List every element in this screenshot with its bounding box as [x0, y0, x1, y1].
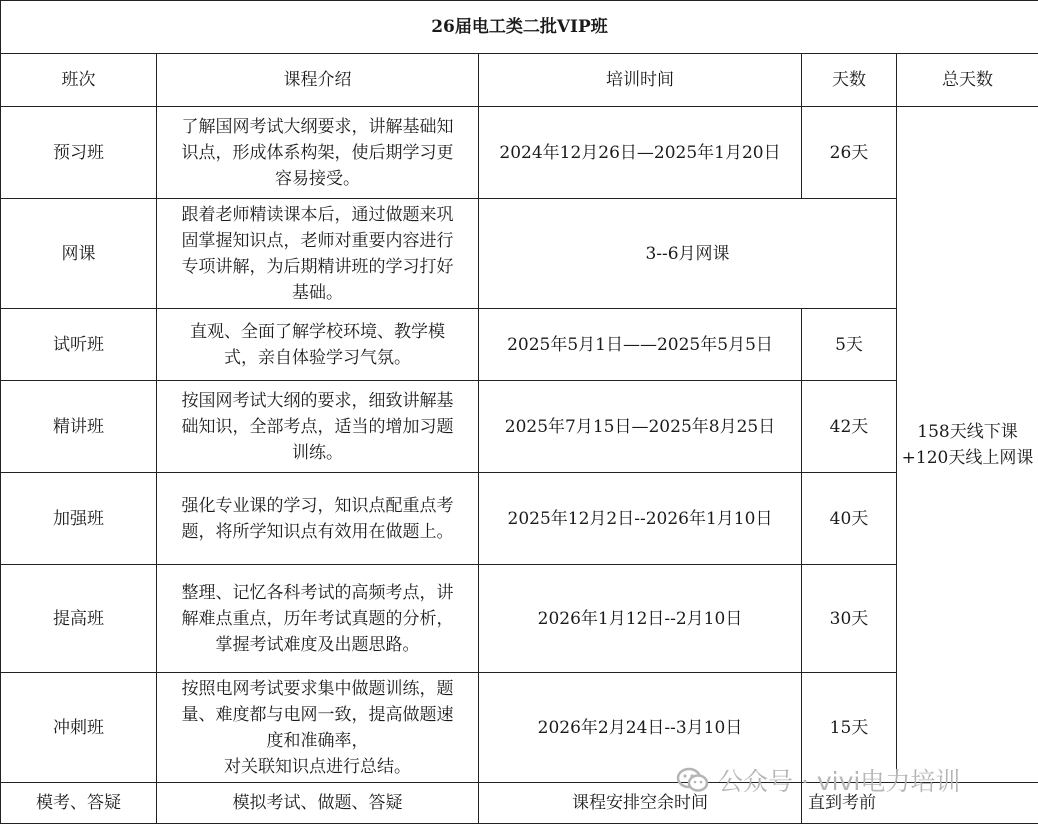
days-count: 40天	[802, 473, 897, 565]
table-row	[1, 309, 1038, 381]
course-intro: 整理、记忆各科考试的高频考点，讲 解难点重点，历年考试真题的分析， 掌握考试难度及出题思路。	[157, 565, 479, 673]
course-intro: 了解国网考试大纲要求，讲解基础知 识点，形成体系构架，使后期学习更 容易接受。	[157, 107, 479, 199]
days-count: 直到考前	[802, 783, 1038, 824]
class-name: 模考、答疑	[1, 783, 157, 824]
training-time: 2025年5月1日——2025年5月5日	[479, 309, 802, 381]
course-intro: 按国网考试大纲的要求，细致讲解基 础知识，全部考点，适当的增加习题 训练。	[157, 381, 479, 473]
header-total: 总天数	[897, 54, 1038, 107]
days-count: 26天	[802, 107, 897, 199]
header-intro: 课程介绍	[157, 54, 479, 107]
header-class: 班次	[1, 54, 157, 107]
training-time: 2026年2月24日--3月10日	[479, 673, 802, 783]
course-intro: 按照电网考试要求集中做题训练，题 量、难度都与电网一致，提高做题速 度和准确率， 对关联知识点进行总结。	[157, 673, 479, 783]
class-name: 试听班	[1, 309, 157, 381]
class-name: 加强班	[1, 473, 157, 565]
table-title: 26届电工类二批VIP班	[1, 1, 1038, 54]
table-row	[1, 783, 1038, 824]
header-time: 培训时间	[479, 54, 802, 107]
header-days: 天数	[802, 54, 897, 107]
table-row	[1, 199, 1038, 309]
course-intro: 模拟考试、做题、答疑	[157, 783, 479, 824]
days-count: 5天	[802, 309, 897, 381]
table-row	[1, 473, 1038, 565]
training-time: 课程安排空余时间	[479, 783, 802, 824]
class-name: 预习班	[1, 107, 157, 199]
training-time: 2025年12月2日--2026年1月10日	[479, 473, 802, 565]
table-row	[1, 673, 1038, 783]
days-count: 30天	[802, 565, 897, 673]
training-time: 2026年1月12日--2月10日	[479, 565, 802, 673]
table-row	[1, 565, 1038, 673]
table-row	[1, 107, 1038, 199]
training-time: 2025年7月15日—2025年8月25日	[479, 381, 802, 473]
course-intro: 强化专业课的学习，知识点配重点考 题，将所学知识点有效用在做题上。	[157, 473, 479, 565]
course-intro: 直观、全面了解学校环境、教学模 式，亲自体验学习气氛。	[157, 309, 479, 381]
class-name: 提高班	[1, 565, 157, 673]
watermark-text: 公众号 · vivi电力培训	[718, 762, 960, 798]
training-time: 2024年12月26日—2025年1月20日	[479, 107, 802, 199]
class-name: 精讲班	[1, 381, 157, 473]
table-row	[1, 381, 1038, 473]
days-count: 15天	[802, 673, 897, 783]
days-count: 42天	[802, 381, 897, 473]
course-intro: 跟着老师精读课本后，通过做题来巩 固掌握知识点，老师对重要内容进行 专项讲解，为后期精讲班的学习打好 基础。	[157, 199, 479, 309]
class-name: 冲刺班	[1, 673, 157, 783]
class-name: 网课	[1, 199, 157, 309]
training-time: 3--6月网课	[479, 199, 897, 309]
total-days: 158天线下课 +120天线上网课	[897, 107, 1038, 783]
